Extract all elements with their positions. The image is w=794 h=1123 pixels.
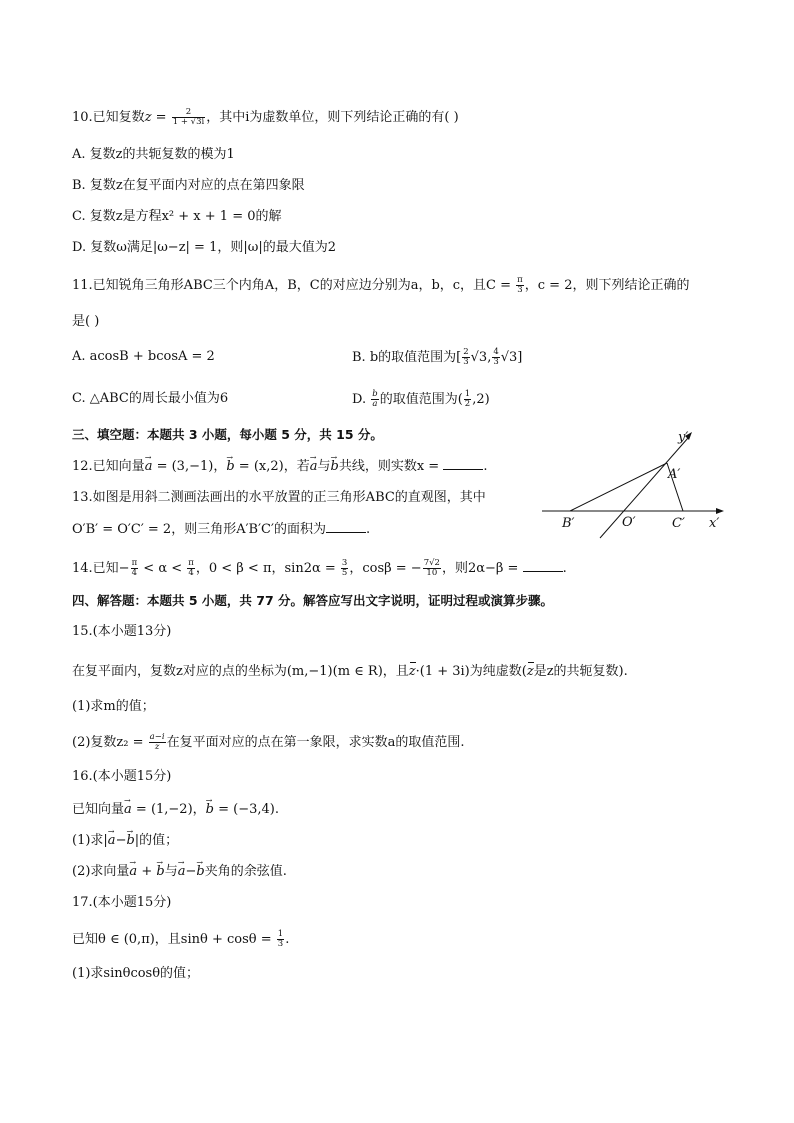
q12-stem: [72, 457, 487, 476]
label-a-prime: A′: [668, 467, 681, 482]
q11-optb-f2n: 4: [493, 347, 499, 357]
q17-f-den: 3: [277, 939, 284, 949]
q17-title: 17.(本小题15分): [72, 895, 172, 910]
q13-end: .: [365, 522, 371, 537]
q16-vector-a: → a: [124, 801, 132, 819]
q14-f2n: π: [188, 558, 194, 568]
q12-with: 与: [317, 459, 331, 474]
q15-part2: [72, 733, 464, 752]
q16-p2-with: 与: [164, 864, 178, 879]
q16-p2-pre: (2)求向量: [72, 864, 130, 879]
q14-mid4: ，则2α−β =: [441, 561, 523, 576]
oblique-triangle-figure: [540, 424, 740, 549]
x-axis-arrow: [716, 508, 724, 514]
q14-f1n: π: [131, 558, 138, 568]
q16-p1-b: → b: [126, 832, 134, 850]
q11-optd-den: a: [372, 399, 378, 409]
section-4-heading: 四、解答题：本题共 5 小题，共 77 分。解答应写出文字说明，证明过程或演算步骤。: [72, 593, 554, 608]
q10-option-b: B. 复数z在复平面内对应的点在第四象限: [72, 178, 305, 193]
q14-f3d: 5: [341, 568, 348, 578]
section-3-heading: 三、填空题：本题共 3 小题，每小题 5 分，共 15 分。: [72, 427, 383, 442]
q11-optd-frac-half: [464, 390, 471, 409]
q14-mid2: ，0 < β < π，sin2α =: [195, 561, 340, 576]
q10-frac-num: 2: [172, 108, 205, 118]
q12-vector-a: → a: [145, 458, 153, 476]
q16-p2-b: → b: [156, 863, 164, 881]
q12-vector-b-2: → b: [330, 458, 338, 476]
q10-stem-pre: 10.已知复数: [72, 110, 145, 125]
q11-optb-post: √3]: [500, 350, 523, 365]
q11-c-fraction: [516, 276, 524, 295]
q16-p2-minus: −: [185, 864, 197, 879]
label-b-prime: B′: [562, 516, 575, 531]
label-c-prime: C′: [672, 516, 685, 531]
q12-a-value: = (3,−1)，: [152, 459, 227, 474]
q11-option-b: [352, 348, 522, 367]
q12-answer-blank[interactable]: [443, 457, 483, 470]
q15-stem-mid: ·(1 + 3i)为纯虚数(: [415, 664, 527, 679]
q10-stem: [72, 108, 459, 127]
q16-p2-a: → a: [129, 863, 137, 881]
q10-option-c: C. 复数z是方程x² + x + 1 = 0的解: [72, 209, 282, 224]
q11-stem-1: 11.已知锐角三角形ABC三个内角A，B，C的对应边分别为a，b，c，且C =: [72, 278, 516, 293]
q17-f-num: 1: [277, 929, 284, 939]
q11-optb-f1d: 3: [463, 357, 469, 367]
q10-option-a: A. 复数z的共轭复数的模为1: [72, 147, 235, 162]
q16-part1: [72, 832, 178, 850]
q16-a-value: = (1,−2)，: [131, 802, 206, 817]
q14-mid1: < α <: [139, 561, 187, 576]
q14-frac3: [341, 559, 348, 578]
q13-answer-blank[interactable]: [326, 520, 366, 533]
q14-frac4: [423, 559, 441, 578]
q15-part1: (1)求m的值；: [72, 699, 155, 714]
q15-p2-pre: (2)复数z₂ =: [72, 735, 148, 750]
q14-stem: [72, 559, 567, 578]
q10-frac-den: 1 + √3i: [172, 117, 205, 127]
q16-vector-b: → b: [206, 801, 214, 819]
q11-optd-fnum: 1: [464, 389, 471, 399]
q14-f4d: 10: [426, 568, 438, 578]
label-o-prime: O′: [622, 515, 636, 530]
q15-stem-pre: 在复平面内，复数z对应的点的坐标为(m,−1)(m ∈ R)，且: [72, 664, 409, 679]
q14-frac1: [131, 559, 139, 578]
q12-post: 共线，则实数x =: [338, 459, 444, 474]
q11-optd-frac-ba: [371, 390, 378, 409]
q12-vector-b: → b: [226, 458, 234, 476]
q10-z: z: [144, 110, 152, 125]
q14-end: .: [562, 561, 567, 576]
q15-z-conjugate-2: z: [526, 664, 534, 679]
q12-b-value: = (x,2)，若: [234, 459, 310, 474]
q11-stem-line1: [72, 276, 689, 295]
q11-option-d: [352, 390, 490, 409]
q14-answer-blank[interactable]: [523, 559, 563, 572]
q14-f4n: 7√2: [423, 558, 440, 568]
q11-optd-fden: 2: [464, 399, 471, 409]
q17-stem-post: .: [285, 932, 290, 947]
side-b-a: [570, 463, 667, 511]
q12-pre: 12.已知向量: [72, 459, 145, 474]
q10-stem-post: ，其中i为虚数单位，则下列结论正确的有( ): [206, 110, 459, 125]
q16-p1-a: → a: [108, 832, 116, 850]
q15-stem: [72, 663, 628, 681]
q11-optb-frac2: [492, 348, 499, 367]
q15-p2-post: 在复平面对应的点在第一象限，求实数a的取值范围.: [166, 735, 465, 750]
q11-stem-line2: 是( ): [72, 314, 100, 329]
q17-fraction: [277, 930, 284, 949]
q15-p2-fraction: [149, 733, 166, 752]
q11-optb-frac1: [462, 348, 469, 367]
q16-stem-pre: 已知向量: [72, 802, 125, 817]
q12-end: .: [483, 459, 488, 474]
q16-p1-post: |的值；: [134, 833, 179, 848]
q10-option-d: D. 复数ω满足|ω−z| = 1，则|ω|的最大值为2: [72, 240, 336, 255]
q15-p2-den: z: [154, 742, 160, 752]
q16-p1-pre: (1)求|: [72, 833, 108, 848]
q16-part2: [72, 863, 287, 881]
q14-f3n: 3: [341, 558, 348, 568]
q11-optd-mid: 的取值范围为(: [379, 392, 463, 407]
q15-stem-post: 是z的共轭复数).: [533, 664, 628, 679]
q16-p2-a2: → a: [178, 863, 186, 881]
label-x-prime: x′: [709, 516, 720, 531]
q11-option-a: A. acosB + bcosA = 2: [72, 349, 215, 364]
q11-optd-pre: D.: [352, 392, 371, 407]
q13-line2: [72, 520, 370, 539]
q11-option-c: C. △ABC的周长最小值为6: [72, 391, 229, 406]
q11-optb-f1n: 2: [463, 347, 469, 357]
q14-f2d: 4: [188, 568, 194, 578]
q15-z-conjugate: z: [408, 664, 416, 679]
q17-part1: (1)求sinθcosθ的值；: [72, 966, 200, 981]
q14-pre: 14.已知−: [72, 561, 130, 576]
q12-vector-a-2: → a: [310, 458, 318, 476]
q11-c-num: π: [517, 275, 523, 285]
q11-c-den: 3: [517, 285, 523, 295]
q17-stem: [72, 930, 289, 949]
q16-p1-minus: −: [115, 833, 127, 848]
q11-optb-mid: √3,: [470, 350, 492, 365]
q13-line1: 13.如图是用斜二测画法画出的水平放置的正三角形ABC的直观图，其中: [72, 490, 486, 505]
q15-p2-num: a−i: [149, 732, 165, 742]
q16-p2-b2: → b: [196, 863, 204, 881]
q10-fraction: [172, 108, 205, 127]
q11-stem-2: ，c = 2，则下列结论正确的: [524, 278, 690, 293]
q17-stem-pre: 已知θ ∈ (0,π)，且sinθ + cosθ =: [72, 932, 276, 947]
q11-optb-f2d: 3: [493, 357, 499, 367]
q10-eq: =: [151, 110, 171, 125]
q14-f1d: 4: [131, 568, 138, 578]
q16-stem: [72, 801, 279, 819]
q16-p2-post: 夹角的余弦值.: [204, 864, 287, 879]
q16-b-value: = (−3,4).: [213, 802, 279, 817]
q14-frac2: [187, 559, 195, 578]
label-y-prime: y′: [678, 430, 689, 445]
q16-p2-plus: +: [137, 864, 157, 879]
q13-line2-text: O′B′ = O′C′ = 2，则三角形A′B′C′的面积为: [72, 522, 326, 537]
q11-optb-pre: B. b的取值范围为[: [352, 350, 462, 365]
q11-optd-num: b: [372, 389, 378, 399]
q15-title: 15.(本小题13分): [72, 624, 172, 639]
q16-title: 16.(本小题15分): [72, 769, 172, 784]
q14-mid3: ，cosβ = −: [349, 561, 422, 576]
q11-optd-post: ,2): [472, 392, 490, 407]
